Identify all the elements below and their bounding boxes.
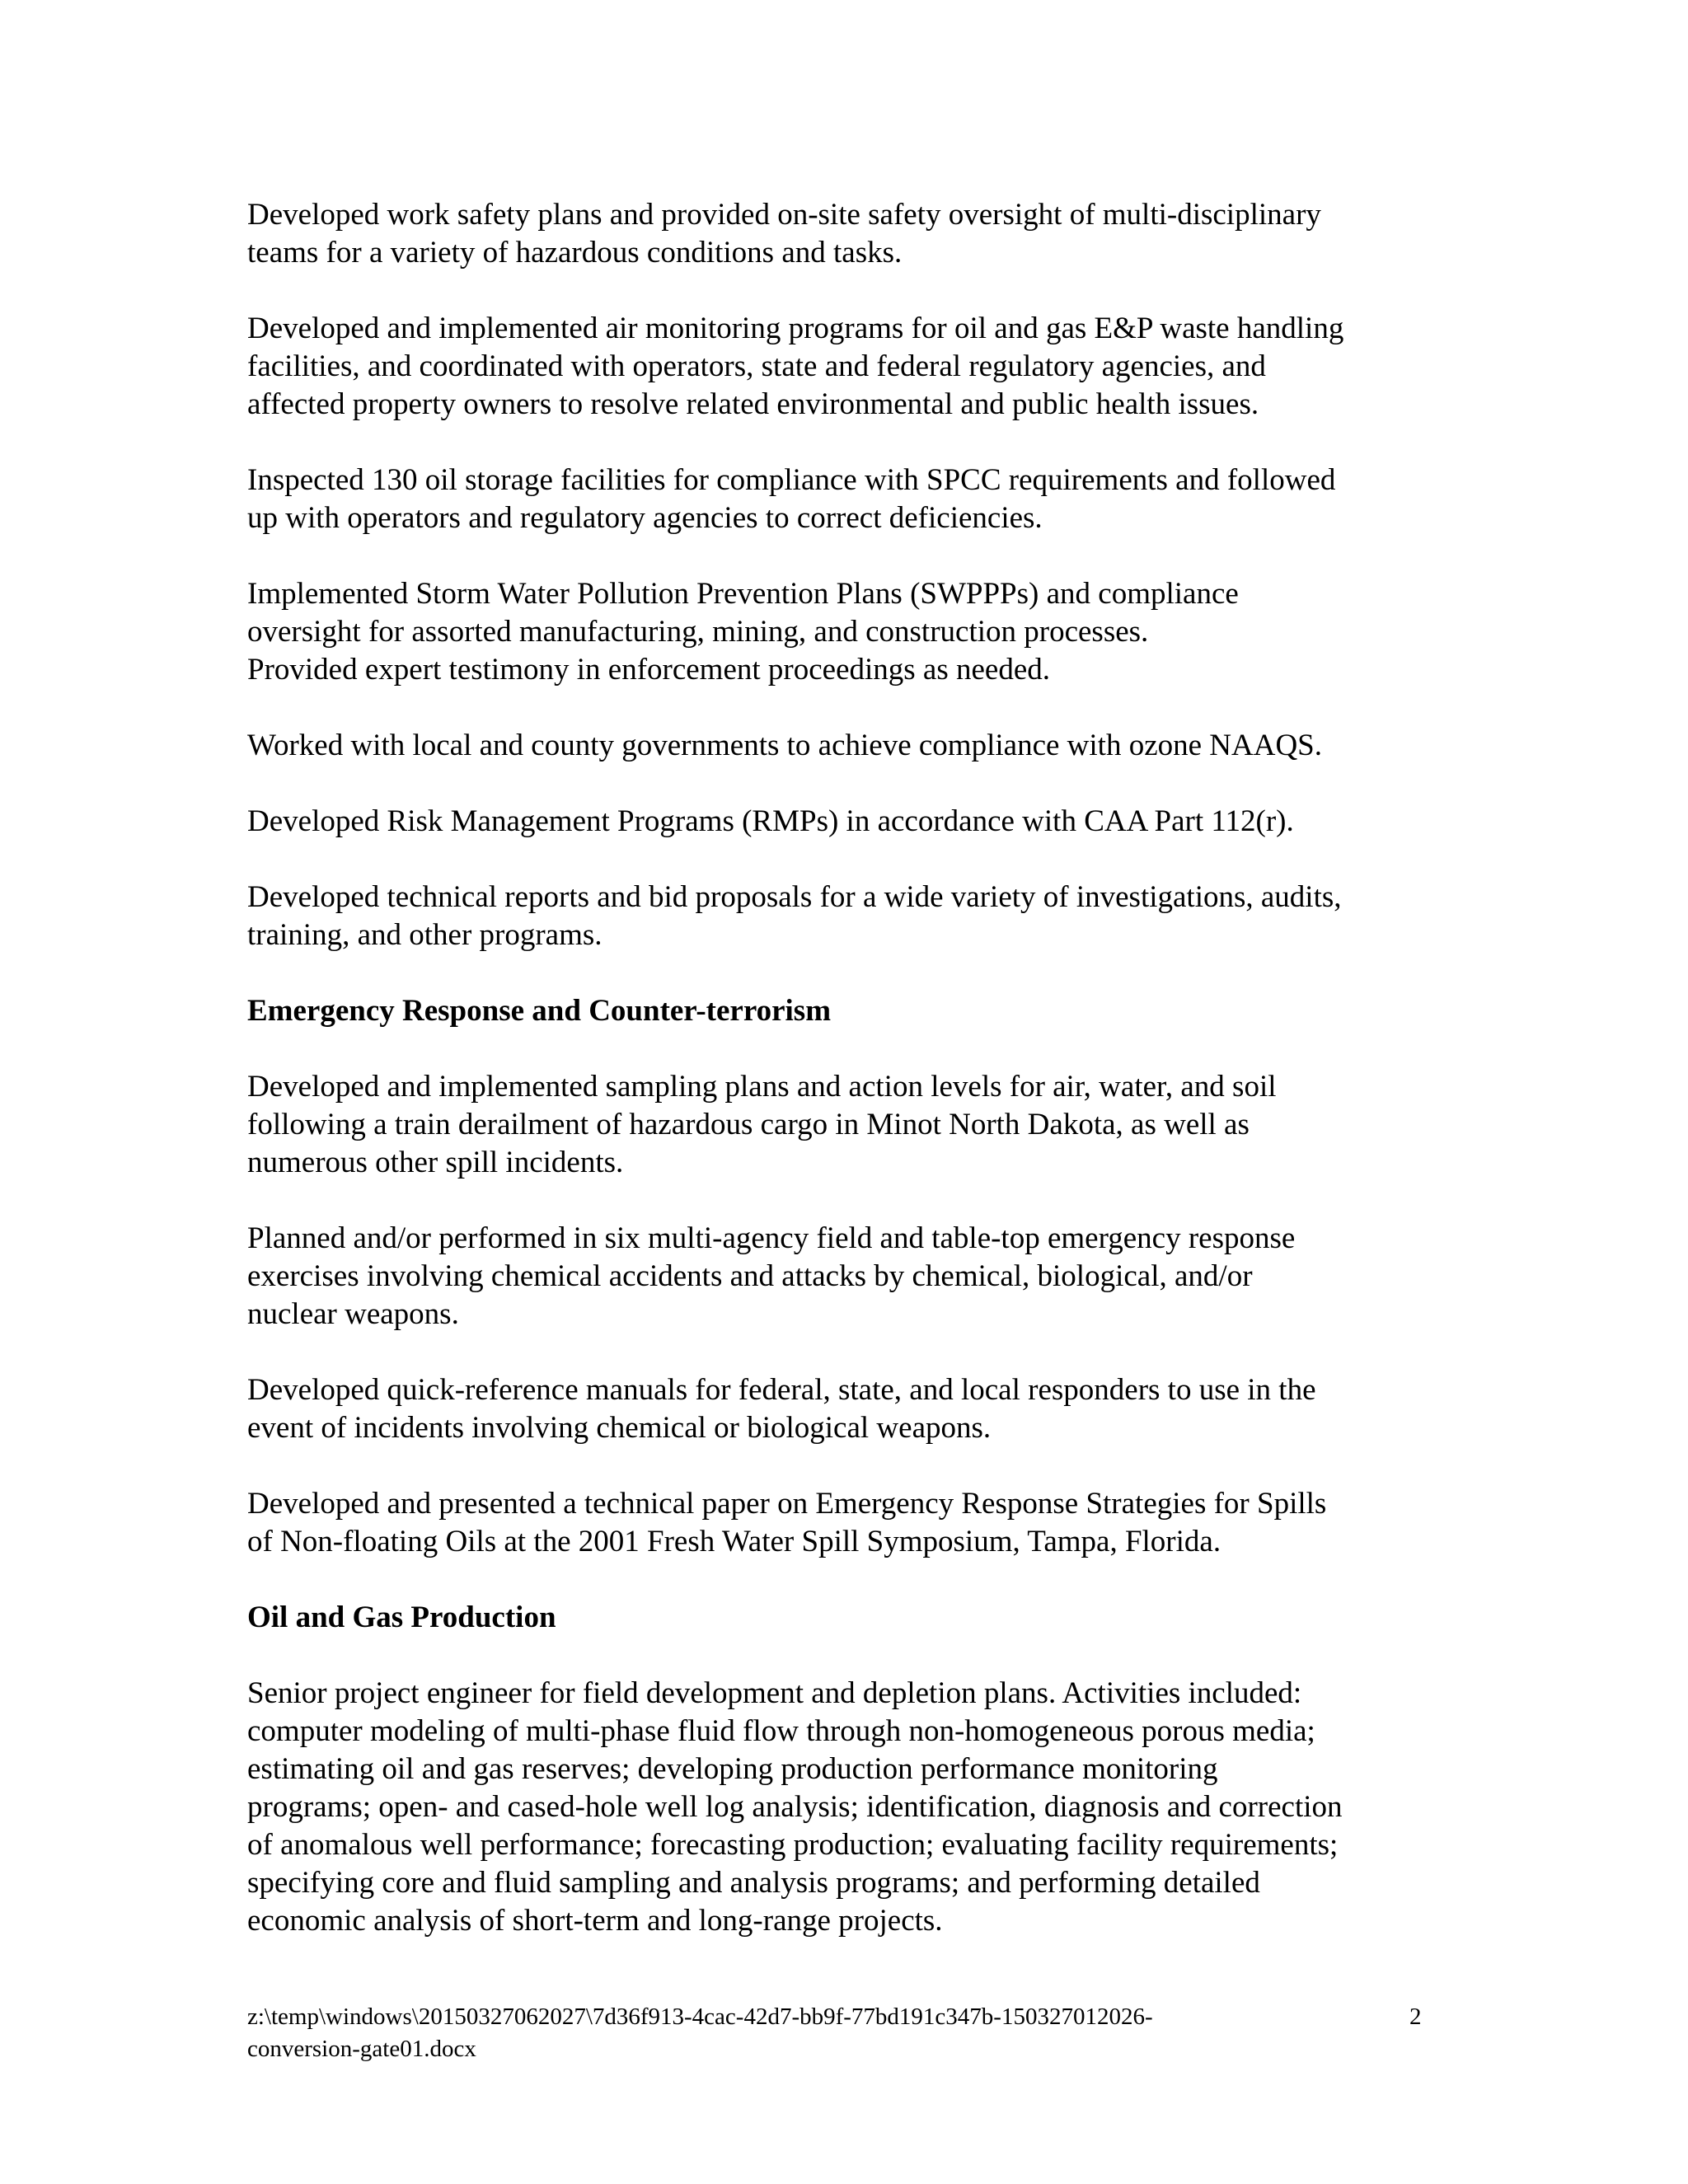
- text-line: of anomalous well performance; forecasting production; evaluating facility requirements;: [247, 1828, 1339, 1862]
- document-body: [247, 196, 1451, 1940]
- text-line: event of incidents involving chemical or biological weapons.: [247, 1411, 992, 1445]
- text-line: of Non-floating Oils at the 2001 Fresh Water Spill Symposium, Tampa, Florida.: [247, 1525, 1221, 1558]
- text-line: exercises involving chemical accidents and attacks by chemical, biological, and/or: [247, 1259, 1253, 1293]
- text-line: teams for a variety of hazardous conditions and tasks.: [247, 236, 903, 269]
- text-line: numerous other spill incidents.: [247, 1146, 624, 1179]
- text-line: Provided expert testimony in enforcement proceedings as needed.: [247, 653, 1051, 687]
- text-line: Inspected 130 oil storage facilities for compliance with SPCC requirements and followed: [247, 463, 1336, 497]
- text-line: estimating oil and gas reserves; developing production performance monitoring: [247, 1752, 1218, 1786]
- text-line: Developed and implemented sampling plans and action levels for air, water, and soil: [247, 1070, 1277, 1104]
- paragraph-reference-manuals: [247, 1371, 1451, 1447]
- text-line: specifying core and fluid sampling and analysis programs; and performing detailed: [247, 1866, 1260, 1900]
- text-line: Implemented Storm Water Pollution Prevention Plans (SWPPPs) and compliance: [247, 577, 1239, 611]
- text-line: computer modeling of multi-phase fluid flow through non-homogeneous porous media;: [247, 1714, 1315, 1748]
- text-line: economic analysis of short-term and long-range projects.: [247, 1904, 943, 1938]
- paragraph-technical-paper: [247, 1485, 1451, 1561]
- page-footer: [247, 2001, 1434, 2065]
- text-line: nuclear weapons.: [247, 1297, 459, 1331]
- paragraph-sampling-plans: [247, 1068, 1451, 1182]
- paragraph-swppp: [247, 575, 1451, 689]
- text-line: Worked with local and county governments to achieve compliance with ozone NAAQS.: [247, 729, 1322, 762]
- text-line: affected property owners to resolve related environmental and public health issues.: [247, 387, 1259, 421]
- paragraph-air-monitoring: [247, 310, 1451, 424]
- paragraph-technical-reports: [247, 879, 1451, 954]
- section-heading-oil-gas-production: Oil and Gas Production: [247, 1601, 556, 1634]
- page-number: 2: [1409, 2004, 1422, 2030]
- paragraph-exercises: [247, 1220, 1451, 1333]
- text-line: programs; open- and cased-hole well log analysis; identification, diagnosis and correction: [247, 1790, 1343, 1824]
- file-path-line-1: z:\temp\windows\20150327062027\7d36f913-4cac-42d7-bb9f-77bd191c347b-150327012026-: [247, 2004, 1153, 2030]
- text-line: Developed Risk Management Programs (RMPs) in accordance with CAA Part 112(r).: [247, 804, 1294, 838]
- text-line: following a train derailment of hazardous cargo in Minot North Dakota, as well as: [247, 1108, 1250, 1141]
- paragraph-senior-engineer: [247, 1675, 1451, 1940]
- file-path-line-2: conversion-gate01.docx: [247, 2036, 476, 2062]
- text-line: Developed quick-reference manuals for federal, state, and local responders to use in the: [247, 1373, 1316, 1407]
- text-line: Developed technical reports and bid proposals for a wide variety of investigations, audits,: [247, 880, 1342, 914]
- section-heading-emergency-response: Emergency Response and Counter-terrorism: [247, 994, 832, 1028]
- text-line: Planned and/or performed in six multi-agency field and table-top emergency response: [247, 1221, 1296, 1255]
- text-line: Senior project engineer for field development and depletion plans. Activities included:: [247, 1676, 1302, 1710]
- text-line: training, and other programs.: [247, 918, 603, 952]
- text-line: up with operators and regulatory agencies to correct deficiencies.: [247, 501, 1043, 535]
- text-line: oversight for assorted manufacturing, mining, and construction processes.: [247, 615, 1149, 649]
- text-line: Developed work safety plans and provided on-site safety oversight of multi-disciplinary: [247, 198, 1321, 232]
- paragraph-oil-storage: [247, 462, 1451, 537]
- text-line: Developed and implemented air monitoring programs for oil and gas E&P waste handling: [247, 312, 1344, 345]
- text-line: facilities, and coordinated with operators, state and federal regulatory agencies, and: [247, 349, 1266, 383]
- text-line: Developed and presented a technical paper on Emergency Response Strategies for Spills: [247, 1487, 1327, 1521]
- paragraph-rmp: [247, 803, 1451, 841]
- paragraph-ozone: [247, 727, 1451, 765]
- paragraph-safety-plans: [247, 196, 1451, 272]
